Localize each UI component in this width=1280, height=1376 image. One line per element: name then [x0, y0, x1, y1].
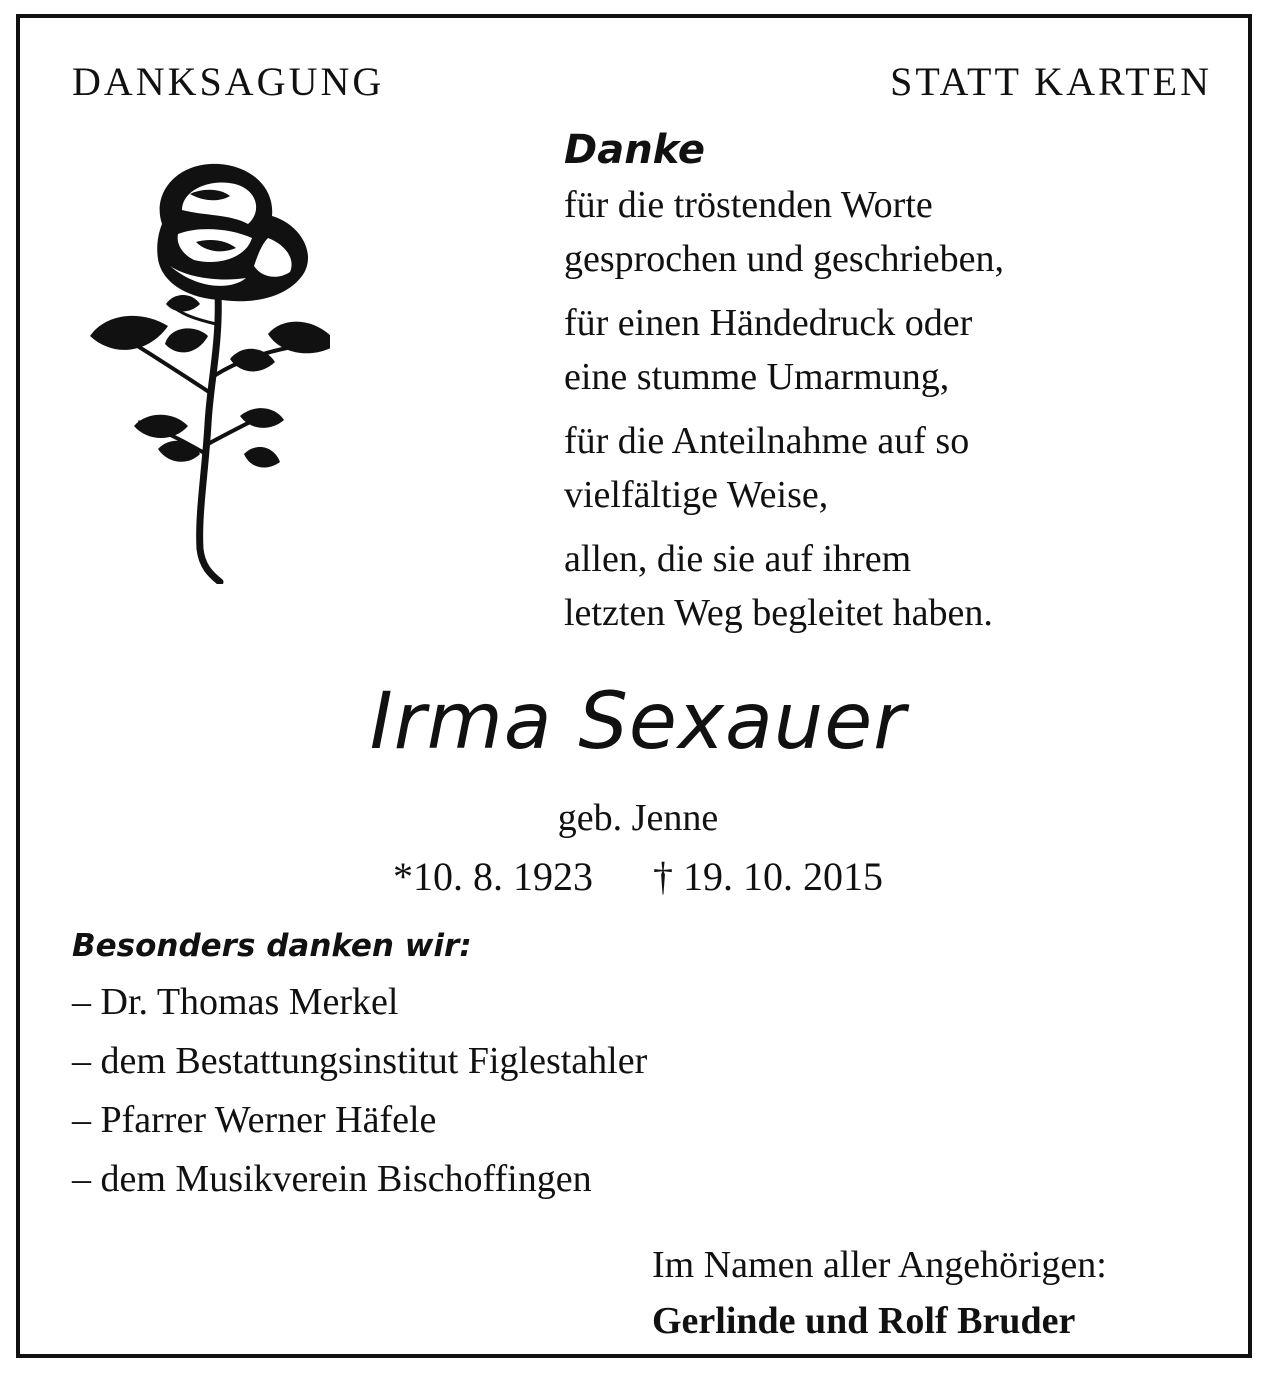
verse-line: vielfältige Weise, — [564, 474, 829, 516]
list-item: – dem Bestattungsinstitut Figlestahler — [72, 1040, 648, 1082]
header-statt-karten: STATT KARTEN — [890, 59, 1212, 104]
death-date: † 19. 10. 2015 — [653, 854, 883, 899]
verse-line: für die Anteilnahme auf so — [564, 420, 970, 462]
list-item: – dem Musikverein Bischoffingen — [72, 1158, 592, 1200]
verse-4 — [564, 532, 1214, 640]
list-item: – Dr. Thomas Merkel — [72, 981, 399, 1023]
verse-line: für die tröstenden Worte — [564, 184, 933, 226]
verse-line: allen, die sie auf ihrem — [564, 538, 912, 580]
verse-2 — [564, 296, 1214, 404]
birth-date: *10. 8. 1923 — [393, 854, 593, 899]
signature-names: Gerlinde und Rolf Bruder — [652, 1300, 1076, 1342]
verse-line: für einen Händedruck oder — [564, 302, 973, 344]
verse-3 — [564, 414, 1214, 522]
thanks-title: Besonders danken wir: — [72, 928, 472, 964]
deceased-name: Irma Sexauer — [369, 677, 907, 767]
maiden-name: geb. Jenne — [557, 797, 719, 839]
danke-title: Danke — [564, 127, 705, 173]
verse-1 — [564, 178, 1214, 286]
thanks-list — [72, 974, 647, 1210]
verse-line: letzten Weg begleitet haben. — [564, 592, 993, 634]
list-item: – Pfarrer Werner Häfele — [72, 1099, 437, 1141]
rose-icon — [70, 154, 330, 584]
danke-section — [564, 122, 1214, 650]
verse-line: eine stumme Umarmung, — [564, 356, 950, 398]
obituary-card — [16, 14, 1252, 1358]
signature-intro: Im Namen aller Angehörigen: — [652, 1244, 1107, 1286]
life-dates — [20, 852, 1256, 902]
verse-line: gesprochen und geschrieben, — [564, 238, 1005, 280]
header-danksagung: DANKSAGUNG — [72, 59, 385, 104]
